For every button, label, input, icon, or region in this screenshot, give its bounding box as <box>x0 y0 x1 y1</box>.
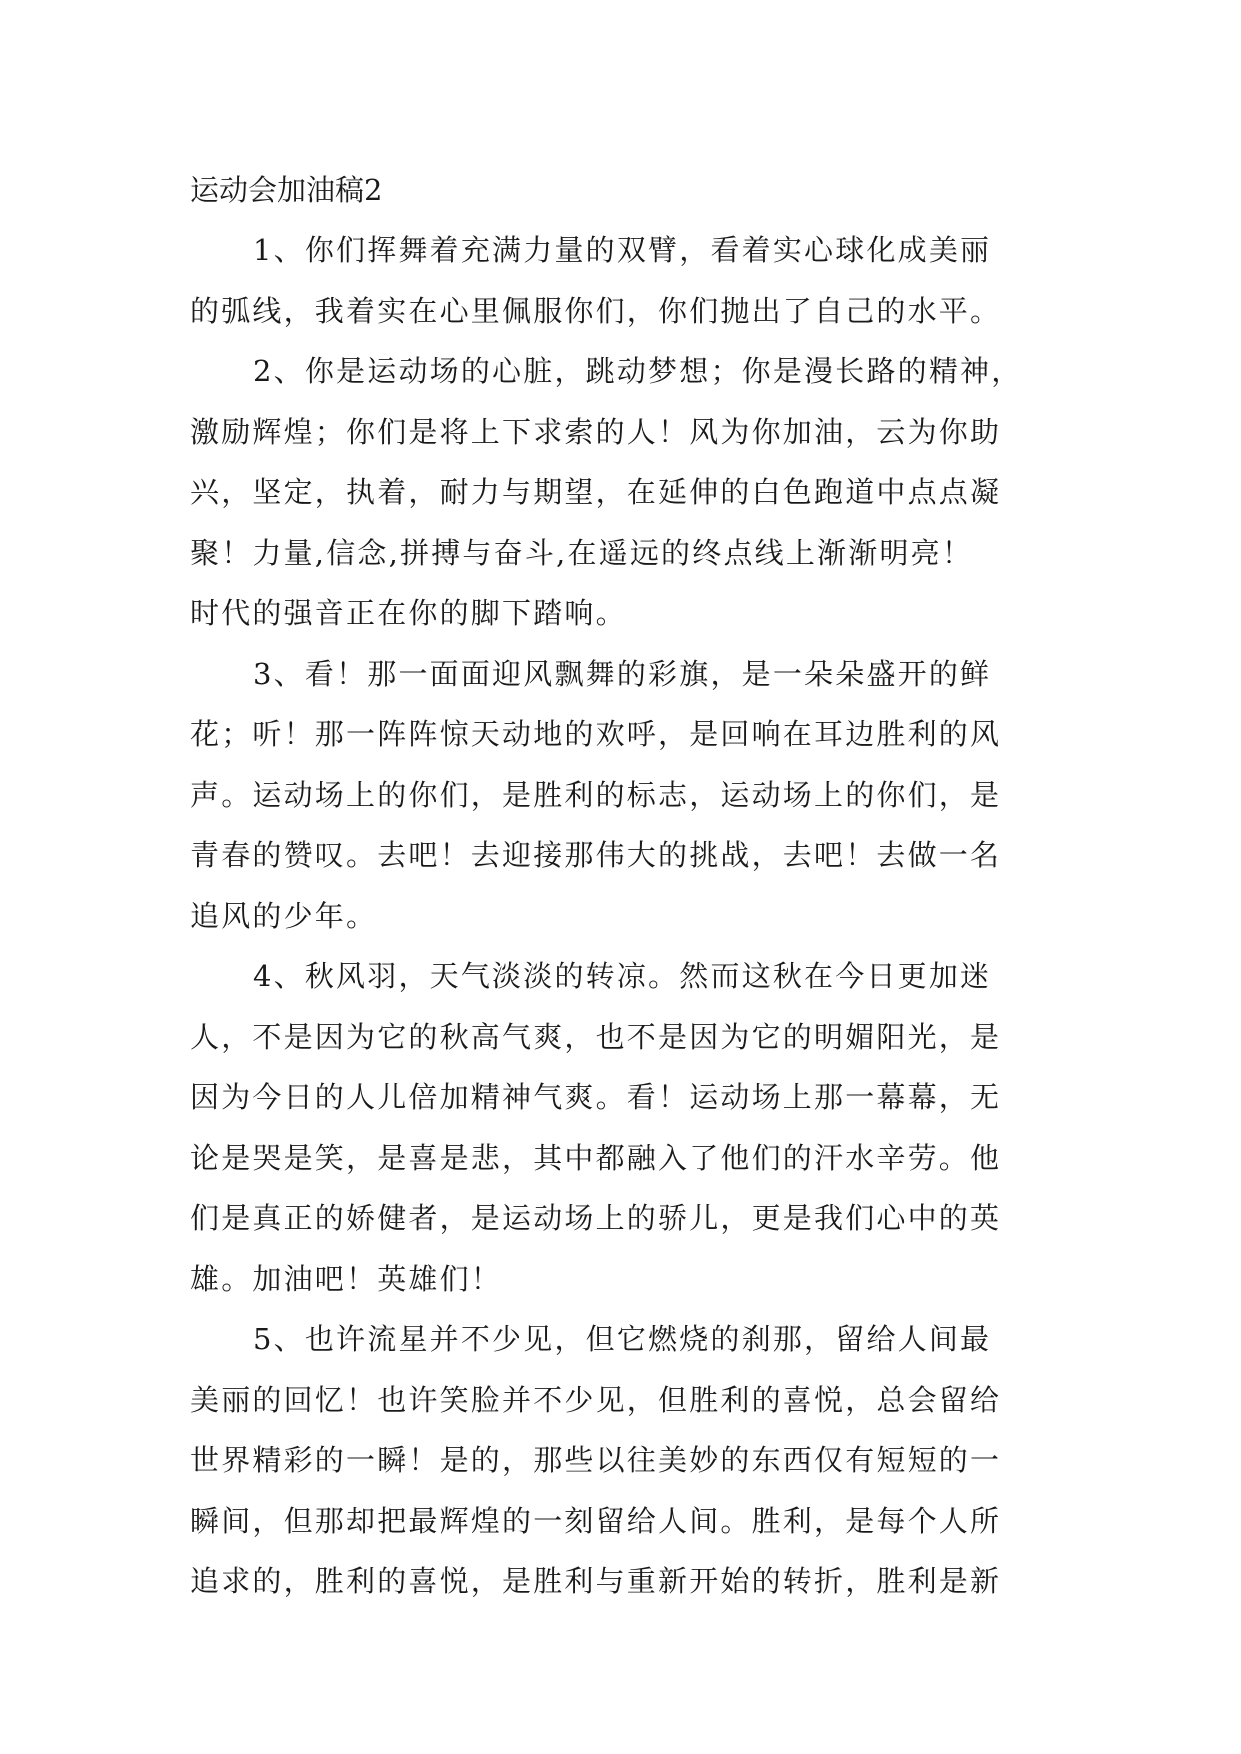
paragraph-line: 青春的赞叹。去吧！去迎接那伟大的挑战，去吧！去做一名 <box>190 838 1002 872</box>
document-title: 运动会加油稿2 <box>190 173 383 207</box>
paragraph-line: 聚！力量,信念,拼搏与奋斗,在遥远的终点线上渐渐明亮！ <box>190 535 974 570</box>
paragraph-line: 世界精彩的一瞬！是的，那些以往美妙的东西仅有短短的一 <box>190 1443 1002 1477</box>
paragraph-2 <box>190 341 1060 644</box>
paragraph-line: 因为今日的人儿倍加精神气爽。看！运动场上那一幕幕，无 <box>190 1080 1002 1114</box>
paragraph-line: 雄。加油吧！英雄们！ <box>190 1261 503 1296</box>
paragraph-line: 5、也许流星并不少见，但它燃烧的刹那，留给人间最 <box>253 1322 992 1356</box>
paragraph-line: 追风的少年。 <box>190 898 378 933</box>
paragraph-line: 追求的，胜利的喜悦，是胜利与重新开始的转折，胜利是新 <box>190 1564 1002 1598</box>
paragraph-line: 激励辉煌；你们是将上下求索的人！风为你加油，云为你助 <box>190 414 1002 449</box>
paragraph-line: 1、你们挥舞着充满力量的双臂，看着实心球化成美丽 <box>253 233 992 267</box>
paragraph-line: 2、你是运动场的心脏，跳动梦想；你是漫长路的精神， <box>253 354 1023 388</box>
paragraph-line: 4、秋风羽，天气淡淡的转凉。然而这秋在今日更加迷 <box>253 959 992 993</box>
paragraph-line: 花；听！那一阵阵惊天动地的欢呼，是回响在耳边胜利的风 <box>190 717 1002 751</box>
paragraph-line: 兴，坚定，执着，耐力与期望，在延伸的白色跑道中点点凝 <box>190 475 1002 509</box>
paragraph-line: 论是哭是笑，是喜是悲，其中都融入了他们的汗水辛劳。他 <box>190 1140 1002 1175</box>
paragraph-line: 的弧线，我着实在心里佩服你们，你们抛出了自己的水平。 <box>190 293 1002 328</box>
paragraph-line: 3、看！那一面面迎风飘舞的彩旗，是一朵朵盛开的鲜 <box>253 656 992 691</box>
paragraph-line: 瞬间，但那却把最辉煌的一刻留给人间。胜利，是每个人所 <box>190 1503 1002 1538</box>
paragraph-line: 人，不是因为它的秋高气爽，也不是因为它的明媚阳光，是 <box>190 1019 1002 1054</box>
paragraph-3 <box>190 644 1060 947</box>
paragraph-5 <box>190 1309 1060 1612</box>
paragraph-line: 时代的强音正在你的脚下踏响。 <box>190 596 627 630</box>
paragraph-4 <box>190 946 1060 1309</box>
paragraph-line: 们是真正的娇健者，是运动场上的骄儿，更是我们心中的英 <box>190 1201 1002 1235</box>
paragraph-line: 美丽的回忆！也许笑脸并不少见，但胜利的喜悦，总会留给 <box>190 1382 1002 1417</box>
document-body <box>190 160 1060 1612</box>
paragraph-1 <box>190 220 1060 341</box>
paragraph-line: 声。运动场上的你们，是胜利的标志，运动场上的你们，是 <box>190 777 1002 812</box>
